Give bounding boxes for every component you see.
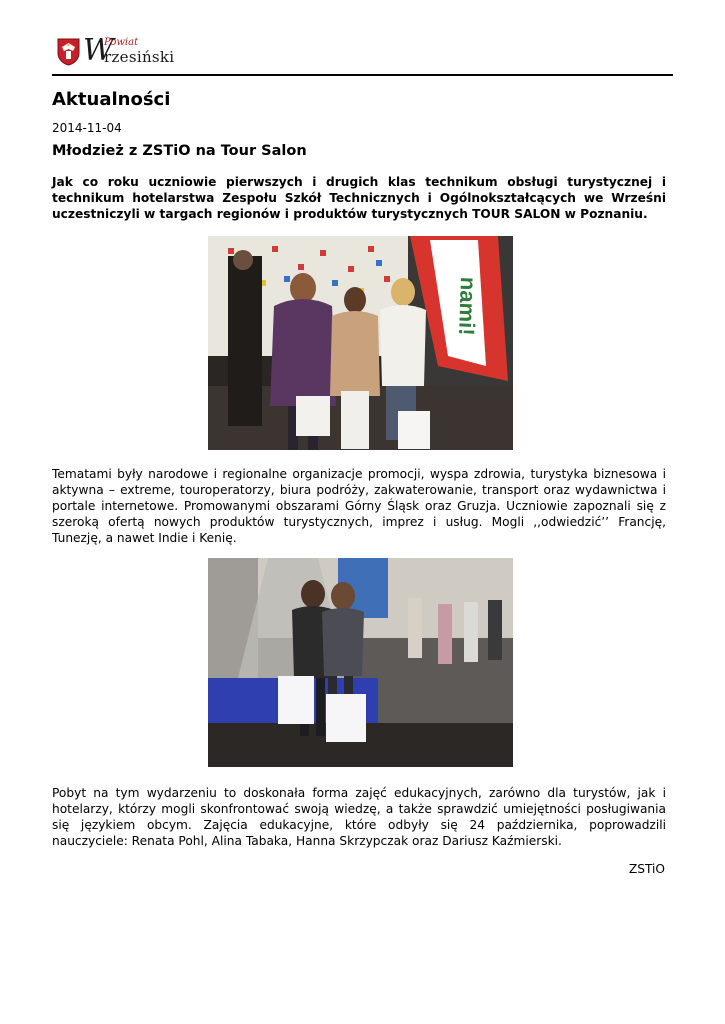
article-paragraph-3: Pobyt na tym wydarzeniu to doskonała forma zajęć edukacyjnych, zarówno dla turystów, jak i hotelarzy, którzy mogli skonfrontować swoją wiedzę, a także sprawdzić umiejętności posługiwania się językiem obcym. Zajęcia edukacyjne, które odbyły się 24 października, poprowadzili nauczyciele: Renata Pohl, Alina Tabaka, Hanna Skrzypczak oraz Dariusz Kaźmierski. xyxy=(52,786,666,848)
site-header xyxy=(52,34,672,74)
banner-text: nami! xyxy=(453,276,482,337)
logo-letter: W xyxy=(83,33,114,68)
article-date: 2014-11-04 xyxy=(52,121,122,135)
article-photo-1[interactable] xyxy=(208,236,513,450)
students-with-bags-photo xyxy=(208,558,513,767)
logo-powiat-label: Powiat xyxy=(104,37,139,48)
students-at-fair-photo xyxy=(208,236,513,450)
county-crest-icon[interactable] xyxy=(57,38,80,66)
article-paragraph-2: Tematami były narodowe i regionalne organizacje promocji, wyspa zdrowia, turystyka biznesowa i aktywna – extreme, touroperatorzy, biura podróży, zakwaterowanie, transport oraz wydawnictwa i portale internetowe. Promowanymi obszarami Górny Śląsk oraz Gruzja. Uczniowie zapoznali się z szeroką ofertą nowych produktów turystycznych, imprez i usług. Mogli ,,odwiedzić’’ Francję, Tunezję, a nawet Indie i Kenię. xyxy=(52,467,666,545)
article-signature: ZSTiO xyxy=(628,862,665,876)
article-lead: Jak co roku uczniowie pierwszych i drugich klas technikum obsługi turystycznej i technikum hotelarstwa Zespołu Szkół Technicznych i Ogólnokształcących we Wrześni uczestniczyli w targach regionów i produktów turystycznych TOUR SALON w Poznaniu. xyxy=(52,175,666,221)
logo-county-name: rzesiński xyxy=(104,48,175,66)
header-divider xyxy=(52,74,673,76)
article-photo-2[interactable] xyxy=(208,558,513,767)
article-title: Młodzież z ZSTiO na Tour Salon xyxy=(52,143,307,159)
page-title: Aktualności xyxy=(52,89,171,110)
